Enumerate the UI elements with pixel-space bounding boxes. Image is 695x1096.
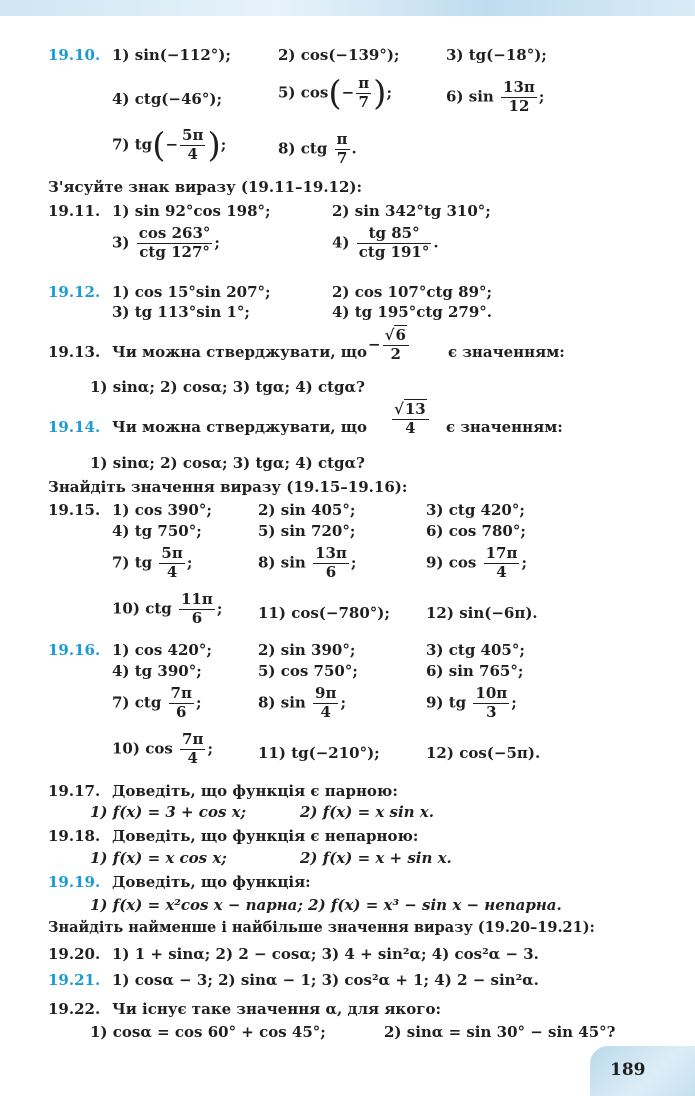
item: 2) cos 107°ctg 89°;: [332, 283, 493, 301]
item: 2) cos(−139°);: [278, 46, 400, 64]
item-fraction: 8) sin $\frac{9\pi}{4}$ ;: [258, 684, 347, 721]
item: 3) ctg 405°;: [426, 641, 525, 659]
item: 1) f(x) = 3 + cos x;: [90, 803, 247, 821]
item-fraction: 9) tg $\frac{10\pi}{3}$ ;: [426, 684, 517, 721]
problem-text: Чи можна стверджувати, що: [112, 343, 368, 361]
item: 2) sin 405°;: [258, 501, 356, 519]
fraction-sqrt: − $\frac{√6}{2}$: [368, 328, 411, 363]
problem-number: 19.13.: [48, 343, 101, 361]
problem-text: Чи можна стверджувати, що: [112, 418, 368, 436]
item: 2) sin 342°tg 310°;: [332, 202, 491, 220]
item-fraction: 6) sin $\frac{13\pi}{12}$ ;: [446, 78, 545, 115]
item: 1) f(x) = x cos x;: [90, 849, 227, 867]
item: 4) tg 390°;: [112, 662, 202, 680]
item: 11) cos(−780°);: [258, 604, 390, 622]
problem-number: 19.20.: [48, 945, 101, 963]
item: 2) f(x) = x sin x.: [300, 803, 434, 821]
fraction-sqrt: $\frac{√13}{4}$: [390, 402, 431, 437]
item: 1) sin 92°cos 198°;: [112, 202, 271, 220]
item: 11) tg(−210°);: [258, 744, 380, 762]
section-heading-minmax: Знайдіть найменше і найбільше значення виразу (19.20–19.21):: [48, 919, 595, 936]
item: 6) cos 780°;: [426, 522, 526, 540]
options: 1) sinα; 2) cosα; 3) tgα; 4) ctgα?: [90, 454, 365, 472]
problem-number: 19.14.: [48, 418, 101, 436]
item-fraction: 8) sin $\frac{13\pi}{6}$ ;: [258, 544, 357, 581]
top-decorative-band: [0, 0, 695, 16]
item: 6) sin 765°;: [426, 662, 524, 680]
problem-number: 19.18.: [48, 827, 101, 845]
item: 4) tg 750°;: [112, 522, 202, 540]
item-fraction: 5) cos(− $\frac{\pi}{7}$ );: [278, 73, 392, 114]
item: 3) tg(−18°);: [446, 46, 547, 64]
item-fraction: 10) ctg $\frac{11\pi}{6}$ ;: [112, 590, 223, 627]
problem-text-tail: є значенням:: [448, 343, 565, 361]
problem-text: Доведіть, що функція є парною:: [112, 782, 398, 800]
item: 5) sin 720°;: [258, 522, 356, 540]
item: 3) ctg 420°;: [426, 501, 525, 519]
item: 2) sinα = sin 30° − sin 45°?: [384, 1023, 616, 1041]
item: 2) sin 390°;: [258, 641, 356, 659]
item: 3) tg 113°sin 1°;: [112, 303, 250, 321]
problem-text: 1) 1 + sinα; 2) 2 − cosα; 3) 4 + sin²α; 4) cos²α − 3.: [112, 945, 539, 963]
item: 12) sin(−6π).: [426, 604, 538, 622]
item-fraction: 7) ctg $\frac{7\pi}{6}$ ;: [112, 684, 202, 721]
problem-text: Доведіть, що функція:: [112, 873, 311, 891]
problem-text: Доведіть, що функція є непарною:: [112, 827, 419, 845]
item: 1) cos 15°sin 207°;: [112, 283, 271, 301]
item: 1) cos 390°;: [112, 501, 212, 519]
item-fraction: 8) ctg $\frac{\pi}{7}$ .: [278, 130, 357, 167]
page-number-tab: [590, 1046, 695, 1096]
page-number: 189: [610, 1060, 646, 1080]
problem-number: 19.11.: [48, 202, 101, 220]
item: 1) f(x) = x²cos x − парна; 2) f(x) = x³ − sin x − непарна.: [90, 896, 562, 914]
item-fraction: 10) cos $\frac{7\pi}{4}$ ;: [112, 730, 213, 767]
item-fraction: 4) $\frac{tg 85^\circ}{\text{ctg 191°}}$ .: [332, 224, 439, 261]
item: 5) cos 750°;: [258, 662, 358, 680]
problem-number: 19.21.: [48, 971, 101, 989]
item: 2) f(x) = x + sin x.: [300, 849, 452, 867]
item-fraction: 9) cos $\frac{17\pi}{4}$ ;: [426, 544, 527, 581]
problem-number: 19.15.: [48, 501, 101, 519]
item: 1) cos 420°;: [112, 641, 212, 659]
item-fraction: 3) $\frac{\cos 263^\circ}{\text{ctg 127°}}$ ;: [112, 224, 220, 261]
item: 4) tg 195°ctg 279°.: [332, 303, 493, 321]
section-heading-value: Знайдіть значення виразу (19.15–19.16):: [48, 478, 408, 496]
problem-number: 19.22.: [48, 1000, 101, 1018]
problem-number: 19.10.: [48, 46, 101, 64]
problem-text: 1) cosα − 3; 2) sinα − 1; 3) cos²α + 1; 4) 2 − sin²α.: [112, 971, 539, 989]
problem-number: 19.16.: [48, 641, 101, 659]
problem-number: 19.19.: [48, 873, 101, 891]
options: 1) sinα; 2) cosα; 3) tgα; 4) ctgα?: [90, 378, 365, 396]
item-fraction: 7) tg(− $\frac{5\pi}{4}$ );: [112, 125, 227, 166]
problem-text: Чи існує таке значення α, для якого:: [112, 1000, 441, 1018]
item: 1) sin(−112°);: [112, 46, 231, 64]
problem-number: 19.17.: [48, 782, 101, 800]
item: 1) cosα = cos 60° + cos 45°;: [90, 1023, 326, 1041]
item: 12) cos(−5π).: [426, 744, 541, 762]
item-fraction: 7) tg $\frac{5\pi}{4}$ ;: [112, 544, 193, 581]
problem-number: 19.12.: [48, 283, 101, 301]
section-heading-sign: З'ясуйте знак виразу (19.11–19.12):: [48, 178, 363, 196]
problem-text-tail: є значенням:: [446, 418, 563, 436]
item: 4) ctg(−46°);: [112, 90, 222, 108]
